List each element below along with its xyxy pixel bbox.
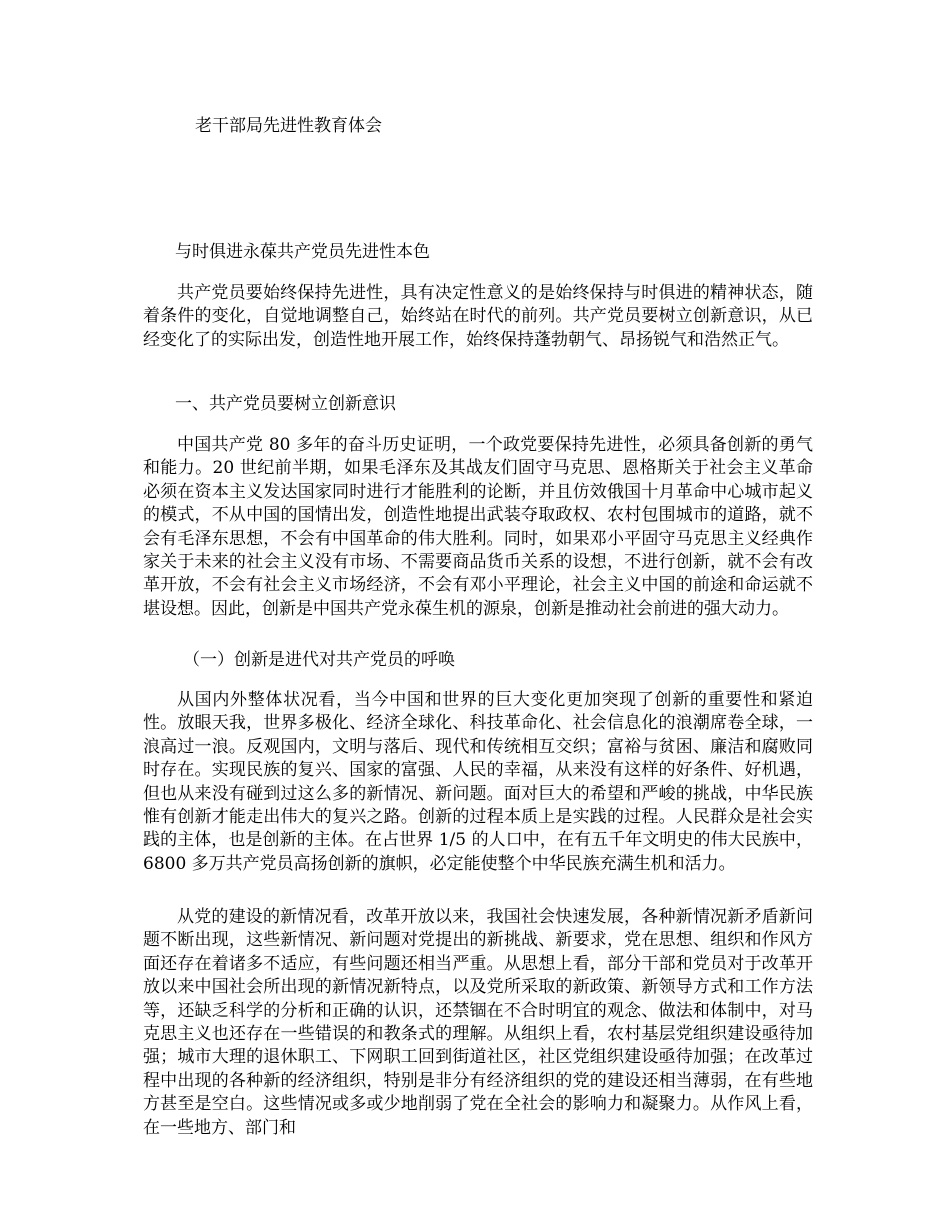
paragraph-domestic: 从国内外整体状况看，当今中国和世界的巨大变化更加突现了创新的重要性和紧迫性。放眼天我，世界多极化、经济全球化、科技革命化、社会信息化的浪潮席卷全球，一浪高过一浪。反观国内，文明与落后、现代和传统相互交织；富裕与贫困、廉洁和腐败同时存在。实现民族的复兴、国家的富强、人民的幸福，从来没有这样的好条件、好机遇，但也从来没有碰到过这么多的新情况、新问题。面对巨大的希望和严峻的挑战，中华民族惟有创新才能走出伟大的复兴之路。创新的过程本质上是实践的过程。人民群众是社会实践的主体，也是创新的主体。在占世界 1/5 的人口中，在有五千年文明史的伟大民族中，6800 多万共产党员高扬创新的旗帜，必定能使整个中华民族充满生机和活力。 — [143, 690, 813, 874]
paragraph-history: 中国共产党 80 多年的奋斗历史证明，一个政党要保持先进性，必须具备创新的勇气和能力。20 世纪前半期，如果毛泽东及其战友们固守马克思、恩格斯关于社会主义革命必须在资本主义发达国家同时进行才能胜利的论断，并且仿效俄国十月革命中心城市起义的模式，不从中国的国情出发，创造性地提出武装夺取政权、农村包围城市的道路，就不会有毛泽东思想，不会有中国革命的伟大胜利。同时，如果邓小平固守马克思主义经典作家关于未来的社会主义没有市场、不需要商品货币关系的设想，不进行创新，就不会有改革开放，不会有社会主义市场经济，不会有邓小平理论，社会主义中国的前途和命运就不堪设想。因此，创新是中国共产党永葆生机的源泉，创新是推动社会前进的强大动力。 — [143, 435, 813, 619]
section-heading-1: 一、共产党员要树立创新意识 — [175, 394, 396, 414]
document-title: 老干部局先进性教育体会 — [195, 116, 382, 136]
paragraph-intro: 共产党员要始终保持先进性，具有决定性意义的是始终保持与时俱进的精神状态，随着条件的变化，自觉地调整自己，始终站在时代的前列。共产党员要树立创新意识，从已经变化了的实际出发，创造性地开展工作，始终保持蓬勃朝气、昂扬锐气和浩然正气。 — [143, 283, 813, 350]
paragraph-party-building: 从党的建设的新情况看，改革开放以来，我国社会快速发展，各种新情况新矛盾新问题不断出现，这些新情况、新问题对党提出的新挑战、新要求，党在思想、组织和作风方面还存在着诸多不适应，有些问题还相当严重。从思想上看，部分干部和党员对于改革开放以来中国社会所出现的新情况新特点，以及党所采取的新政策、新领导方式和工作方法等，还缺乏科学的分析和正确的认识，还禁锢在不合时明宜的观念、做法和体制中，对马克思主义也还存在一些错误的和教条式的理解。从组织上看，农村基层党组织建设亟待加强；城市大理的退休职工、下网职工回到街道社区，社区党组织建设亟待加强；在改革过程中出现的各种新的经济组织，特别是非分有经济组织的党的建设还相当薄弱，在有些地方甚至是空白。这些情况或多或少地削弱了党在全社会的影响力和凝聚力。从作风上看，在一些地方、部门和 — [143, 907, 813, 1138]
document-subtitle: 与时俱进永葆共产党员先进性本色 — [175, 242, 430, 262]
subsection-heading-1: （一）创新是进代对共产党员的呼唤 — [183, 650, 455, 670]
